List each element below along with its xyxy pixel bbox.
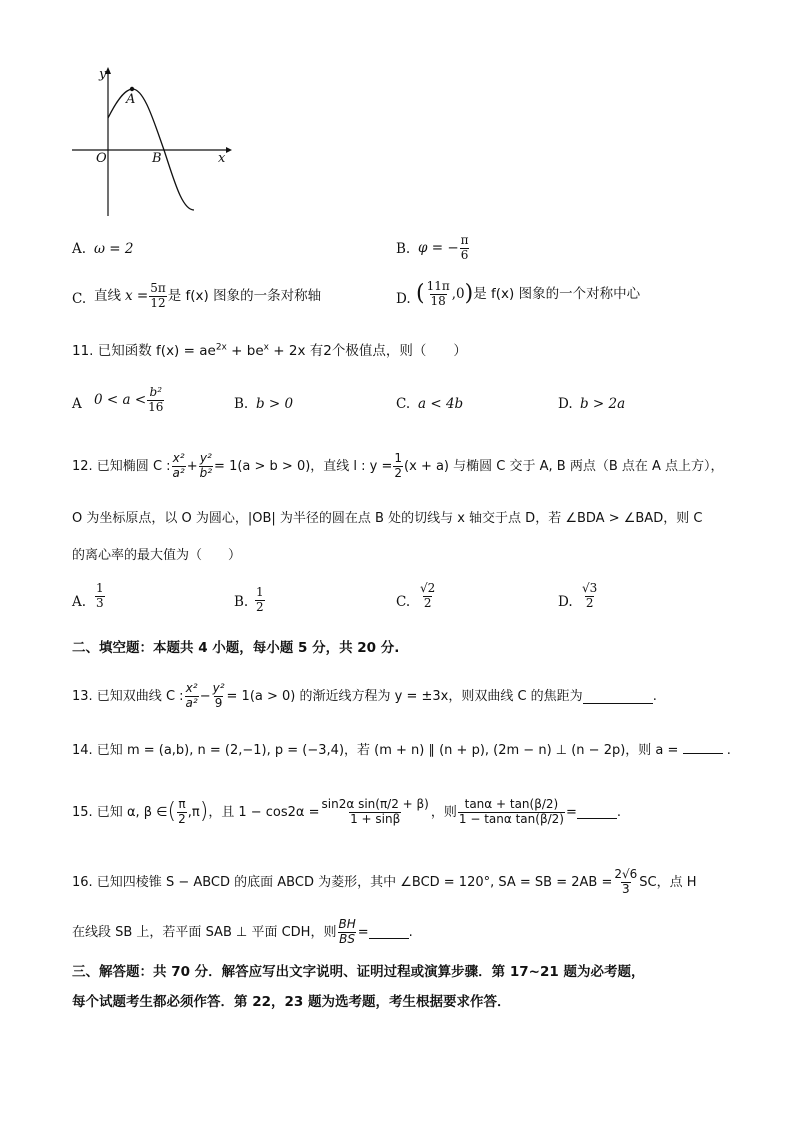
q11-A-den: 16 bbox=[148, 399, 164, 414]
q10-C-pre: 直线 bbox=[94, 287, 121, 304]
q10-option-B-label: B. bbox=[396, 241, 411, 257]
x-axis-arrow bbox=[226, 147, 232, 153]
sine-graph-figure bbox=[66, 62, 236, 222]
q12-option-A bbox=[94, 582, 106, 611]
q12-option-B-label: B. bbox=[234, 594, 249, 610]
q10-option-B-text: φ = − bbox=[418, 239, 459, 256]
q12-line1-tail: (x + a) 与椭圆 C 交于 A, B 两点（B 点在 A 点上方）， bbox=[404, 458, 724, 474]
q12-option-D-label: D. bbox=[558, 594, 573, 610]
q16-line2-num: BH bbox=[338, 917, 356, 931]
q10-option-C-label: C. bbox=[72, 291, 87, 307]
q12-C-den: 2 bbox=[423, 595, 432, 610]
q12-line2: O 为坐标原点，以 O 为圆心，|OB| 为半径的圆在点 B 处的切线与 x 轴交于点 D，若 ∠BDA > ∠BAD，则 C bbox=[72, 511, 703, 526]
q16-line1-num: 2√6 bbox=[614, 867, 638, 881]
figure-label-y: y bbox=[99, 67, 107, 82]
section-3-heading-line1: 三、解答题：共 70 分．解答应写出文字说明、证明过程或演算步骤．第 17~21 题为必考题， bbox=[72, 964, 645, 980]
q15-pre: 15. 已知 α, β ∈ bbox=[72, 804, 168, 820]
q12-option-C bbox=[418, 582, 437, 611]
q12-B-num: 1 bbox=[256, 585, 264, 599]
q15-dot: . bbox=[616, 804, 622, 820]
q12-C-num: √2 bbox=[420, 581, 436, 595]
q16-line2-eq: = bbox=[357, 924, 369, 940]
q10-option-D: ( $\frac{11\pi}{18}$ ,0 ) 是 f(x) 图象的一个对称中心 bbox=[416, 279, 641, 308]
q11-option-B-label: B. bbox=[234, 396, 249, 412]
q10-C-den: 12 bbox=[150, 295, 166, 310]
q12-D-num: √3 bbox=[582, 581, 598, 595]
q14-answer-blank[interactable] bbox=[683, 741, 723, 754]
q12-line3: 的离心率的最大值为（ ） bbox=[72, 548, 242, 563]
q11-option-B-text: b > 0 bbox=[256, 396, 294, 412]
section-2-heading: 二、填空题：本题共 4 小题，每小题 5 分，共 20 分. bbox=[72, 640, 400, 656]
q11-sup1: 2x bbox=[215, 342, 227, 353]
q14-text: 14. 已知 m = (a,b), n = (2,−1), p = (−3,4)，若 (m + n) ∥ (n + p), (2m − n) ⊥ (n − 2p)，则 a = bbox=[72, 743, 679, 758]
q14 bbox=[72, 741, 731, 757]
q15-then: ，则 bbox=[430, 804, 457, 820]
q12-line1: 12. 已知椭圆 C : $\frac{\text{x²}}{\text{a²}}$ + $\frac{\text{y²}}{\text{b²}}$ = 1(a > b > 0)，直线 l : y = $\frac{1}{2}$ (x + a) 与椭圆 C 交于 A, B 两点（B 点在 A 点上方）， bbox=[72, 451, 724, 480]
q12-line1-mid: = 1(a > b > 0)，直线 l : y = bbox=[214, 458, 393, 474]
q15-eq-den: 1 + sinβ bbox=[350, 811, 401, 826]
q10-D-post: 是 f(x) 图象的一个对称中心 bbox=[473, 285, 641, 302]
q12-option-D bbox=[580, 582, 599, 611]
q10-D-num: 11π bbox=[426, 279, 450, 293]
q13-end: . bbox=[652, 688, 657, 704]
q10-option-C bbox=[94, 282, 321, 311]
q12-option-C-label: C. bbox=[396, 594, 411, 610]
q16-line1 bbox=[72, 868, 697, 897]
q10-B-num: π bbox=[460, 233, 469, 247]
q10-D-tail: ,0 bbox=[451, 285, 465, 302]
q15-mid: ，且 bbox=[208, 804, 235, 820]
q11-option-C-text: a < 4b bbox=[418, 396, 464, 412]
q11-option-A bbox=[94, 386, 165, 415]
q10-option-B bbox=[418, 234, 471, 263]
q10-C-var: x = bbox=[125, 287, 149, 304]
figure-label-x: x bbox=[218, 151, 226, 166]
q11-stem-b: + be bbox=[226, 343, 264, 359]
q16-answer-blank[interactable] bbox=[369, 926, 409, 939]
q16-line2 bbox=[72, 918, 413, 947]
q11-option-D-text: b > 2a bbox=[580, 396, 626, 412]
q15-end: = bbox=[565, 804, 577, 820]
point-A bbox=[130, 87, 134, 91]
q11-A-num: b² bbox=[149, 385, 163, 399]
q15-answer-blank[interactable] bbox=[577, 806, 617, 819]
q12-D-den: 2 bbox=[585, 595, 594, 610]
q11-stem-a: 11. 已知函数 f(x) = ae bbox=[72, 343, 216, 359]
figure-label-O: O bbox=[96, 151, 107, 166]
figure-label-B: B bbox=[152, 151, 162, 166]
q15-r-den: 1 − tanα tan(β/2) bbox=[458, 811, 564, 826]
q10-D-den: 18 bbox=[430, 293, 446, 308]
q16-line2-end: . bbox=[408, 924, 413, 940]
q10-option-D-label: D. bbox=[396, 291, 411, 307]
q16-line2-pre: 在线段 SB 上，若平面 SAB ⊥ 平面 CDH，则 bbox=[72, 924, 337, 940]
q10-option-A-label: A. bbox=[72, 241, 87, 257]
q11-sup2: x bbox=[263, 342, 269, 353]
q13-pre: 13. 已知双曲线 C : bbox=[72, 688, 184, 704]
q10-C-post: 是 f(x) 图象的一条对称轴 bbox=[167, 287, 322, 304]
q12-option-B bbox=[254, 586, 266, 615]
q11-option-D-label: D. bbox=[558, 396, 573, 412]
q11-stem bbox=[72, 342, 467, 359]
q12-line1-pre: 12. 已知椭圆 C : bbox=[72, 458, 171, 474]
q13-mid: = 1(a > 0) 的渐近线方程为 y = ±3x，则双曲线 C 的焦距为 bbox=[226, 688, 583, 704]
q12-A-den: 3 bbox=[96, 595, 104, 610]
q11-option-A-label: A bbox=[72, 396, 82, 412]
q15-r-num: tanα + tan(β/2) bbox=[464, 796, 559, 811]
q16-line1-tail: SC，点 H bbox=[639, 874, 697, 890]
q12-B-den: 2 bbox=[256, 599, 264, 614]
q10-C-num: 5π bbox=[150, 281, 166, 295]
figure-label-A: A bbox=[126, 92, 136, 107]
q10-B-den: 6 bbox=[460, 247, 469, 262]
q11-stem-c: + 2x 有2个极值点，则（ ） bbox=[268, 343, 467, 359]
q12-A-num: 1 bbox=[96, 581, 104, 595]
q16-line2-den: BS bbox=[339, 931, 356, 946]
q12-option-A-label: A. bbox=[72, 594, 87, 610]
q10-option-A-text: ω = 2 bbox=[94, 241, 134, 257]
q13-answer-blank[interactable] bbox=[583, 689, 653, 704]
q15-eq-left: 1 − cos2α = bbox=[238, 804, 320, 820]
q16-line1-text: 16. 已知四棱锥 S − ABCD 的底面 ABCD 为菱形，其中 ∠BCD = 120°, SA = SB = 2AB = bbox=[72, 874, 613, 890]
q16-line1-den: 3 bbox=[622, 881, 630, 896]
q15-eq-num: sin2α sin(π/2 + β) bbox=[321, 796, 429, 811]
q14-end: . bbox=[726, 743, 731, 758]
q13: 13. 已知双曲线 C : $\frac{\text{x²}}{\text{a²}}$ − $\frac{\text{y²}}{9}$ = 1(a > 0) 的渐近线方程为 y = ±3x，则双曲线 C 的焦距为 . bbox=[72, 681, 657, 710]
q11-A-pre: 0 < a < bbox=[94, 391, 147, 408]
q11-option-C-label: C. bbox=[396, 396, 411, 412]
section-3-heading-line2: 每个试题考生都必须作答．第 22，23 题为选考题，考生根据要求作答． bbox=[72, 994, 511, 1010]
q15: 15. 已知 α, β ∈ ( $\frac{\pi}{2}$ ,π ) ，且 1 − cos2α = $\frac{\text{sin2α sin(π/2 + β)}}{1 + \sin\beta}$ ，则 $\frac{\tan\alpha + \tan(\beta/2)}{\text{1 − tanα tan(β/2)}}$ = . bbox=[72, 796, 622, 826]
